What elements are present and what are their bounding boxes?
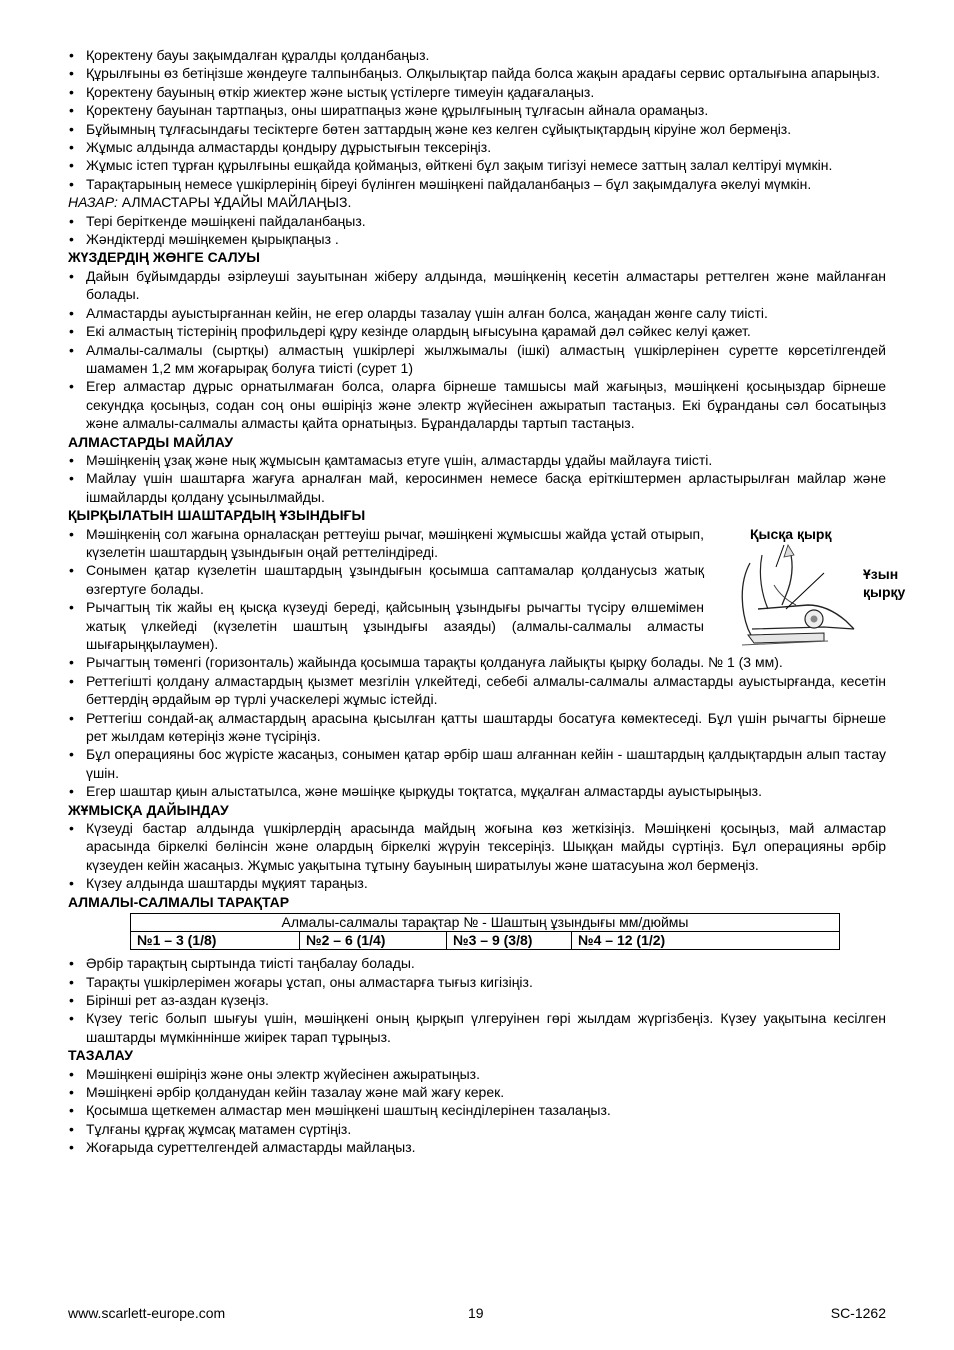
list-item: • Жұмыс алдында алмастарды қондыру дұрыстығын тексеріңіз.: [68, 138, 886, 156]
list-item: • Рычагтың тік жайы ең қысқа күзеуді береді, қайсының ұзындығы рычагты түсіру өлшемімен жатық үлкейеді (күзелетін шаштың ұзындығы азаяды) (алмалы-салмалы алмасты шығарыңқылаумен).: [68, 598, 704, 653]
list-item: • Екі алмастың тістерінің профильдері құру кезінде олардың ығысуына қарамай дәл сәйкес келуі қажет.: [68, 322, 886, 340]
section-heading-combs: АЛМАЛЫ-САЛМАЛЫ ТАРАҚТАР: [68, 893, 290, 910]
list-item: • Мәшіңкенің ұзақ және нық жұмысын қамтамасыз етуге үшін, алмастарды ұдайы майлауға тиісті.: [68, 451, 886, 469]
adjust-bullet-list: [68, 267, 886, 433]
list-item: • Тарақтарының немесе үшкірлерінің біреуі бүлінген мәшіңкені пайдаланбаңыз – бұл зақымдалуға әкелуі мүмкін.: [68, 175, 886, 193]
page-number: 19: [468, 1305, 484, 1321]
list-item: • Бұйымның тұлғасындағы тесіктерге бөтен заттардың және кез келген сұйықтықтардың кіруіне жол бермеңіз.: [68, 120, 886, 138]
list-item: • Рычагтың төменгі (горизонталь) жайында қосымша тарақты қолдануға лайықты қырқу болады. № 1 (3 мм).: [68, 653, 886, 671]
table-row: [131, 932, 840, 950]
comb-length-table: [130, 913, 840, 950]
list-item: • Реттегішті қолдану алмастардың қызмет мезгілін үлкейтеді, себебі алмалы-салмалы алмастарды ауыстырғанда, кесетін беттердің әрдайым әр түрлі учаскелері жұмыс істейді.: [68, 672, 886, 709]
figure-label-long-2: қырқу: [863, 583, 906, 600]
list-item: • Мәшіңкені өшіріңіз және оны электр жүйесінен ажыратыңыз.: [68, 1065, 886, 1083]
list-item: • Қоректену бауы зақымдалған құралды қолданбаңыз.: [68, 46, 886, 64]
figure-label-long-1: Ұзын: [863, 565, 899, 582]
list-item: • Күзеу тегіс болып шығуы үшін, мәшіңкені оның қырқып үлгеруінен гөрі жылдам жүргізбеңіз. Күзеу уақытына кесілген шаштарды мүмкіннінше жиірек тарап тұрыңыз.: [68, 1009, 886, 1046]
table-cell: №2 – 6 (1/4): [300, 932, 447, 950]
table-cell: №3 – 9 (3/8): [447, 932, 572, 950]
list-item: • Әрбір тарақтың сыртында тиісті таңбалау болады.: [68, 954, 886, 972]
list-item: • Егер шаштар қиын алыстатылса, және мәшіңке қырқуды тоқтатса, мұқалған алмастарды ауыстырыңыз.: [68, 782, 886, 800]
document-page: [68, 46, 906, 1157]
prep-bullet-list: [68, 819, 886, 893]
list-item: • Күзеуді бастар алдында үшкірлердің арасында майдың жоғына көз жеткізіңіз. Мәшіңкені қосыңыз, май алмастар арасында біркелкі бөлінсін және олардың біркелкі жүруін тексеріңіз. Шыққан майды сүртіңіз. Бұл операцияны әрбір күзеуден кейін жасаңыз. Жұмыс уақытына тұтыну бауының ширатылуы және шатасуына жол бермеңіз.: [68, 819, 886, 874]
section-heading-length: ҚЫРҚЫЛАТЫН ШАШТАРДЫҢ ҰЗЫНДЫҒЫ: [68, 507, 366, 524]
length-figure: [728, 525, 906, 665]
list-item: • Қоректену бауынан тартпаңыз, оны ширатпаңыз және құрылғының тұлғасын айнала орамаңыз.: [68, 101, 886, 119]
list-item: • Майлау үшін шаштарға жағуға арналған май, керосинмен немесе басқа еріткіштермен арластырылған майлар және ішмайларды қолдану ұсынылмайды.: [68, 469, 886, 506]
length-bullet-list: [68, 653, 886, 800]
warning-label: НАЗАР:: [68, 194, 118, 211]
footer-website: www.scarlett-europe.com: [68, 1305, 226, 1321]
list-item: • Алмастарды ауыстырғаннан кейін, не егер оларды тазалау үшін алған болса, жаңадан жөнге салу тиісті.: [68, 304, 886, 322]
list-item: • Мәшіңкенің сол жағына орналасқан реттеуіш рычаг, мәшіңкені жұмысшы жайда ұстай отырып, күзелетін шаштардың ұзындығын оңай реттеліндіреді.: [68, 525, 704, 562]
combs-bullet-list: [68, 954, 886, 1046]
list-item: • Сонымен қатар күзелетін шаштардың ұзындығын қосымша саптамалар қолданусыз жатық өзгертуге болады.: [68, 561, 704, 598]
list-item: • Құрылғыны өз бетіңізше жөндеуге талпынбаңыз. Олқылықтар пайда болса жақын арадағы сервис орталығына апарыңыз.: [68, 64, 886, 82]
note-bullet-list: [68, 212, 886, 249]
length-wrap-section: [68, 525, 906, 654]
section-heading-clean: ТАЗАЛАУ: [68, 1047, 133, 1064]
list-item: • Күзеу алдында шаштарды мұқият тараңыз.: [68, 874, 886, 892]
list-item: • Бірінші рет аз-аздан күзеңіз.: [68, 991, 886, 1009]
list-item: • Бұл операцияны бос жүрісте жасаңыз, сонымен қатар әрбір шаш алғаннан кейін - шаштардың қалдықтардын алып тастау үшін.: [68, 745, 886, 782]
list-item: • Тұлғаны құрғақ жұмсақ матамен сүртіңіз.: [68, 1120, 886, 1138]
section-heading-lube: АЛМАСТАРДЫ МАЙЛАУ: [68, 433, 234, 450]
length-wrap-bullet-list: [68, 525, 704, 654]
table-cell: №4 – 12 (1/2): [572, 932, 840, 950]
list-item: • Жоғарыда суреттелгендей алмастарды майлаңыз.: [68, 1138, 886, 1156]
lube-bullet-list: [68, 451, 886, 506]
list-item: • Қоректену бауының өткір жиектер және ыстық үстілерге тимеуін қадағалаңыз.: [68, 83, 886, 101]
list-item: • Жұмыс істеп тұрған құрылғыны ешқайда қоймаңыз, өйткені бұл зақым тигізуі немесе заттың залал келтіруі мүмкін.: [68, 156, 886, 174]
list-item: • Жәндіктерді мәшіңкемен қырықпаңыз .: [68, 230, 886, 248]
list-item: • Реттегіш сондай-ақ алмастардың арасына қысылған қатты шаштарды босатуға көмектеседі. Бұл үшін рычагты бірнеше рет жылдам көтеріңіз және түсіріңіз.: [68, 709, 886, 746]
clipper-lever-drawing: [728, 525, 906, 665]
figure-label-short: Қысқа қырқ: [750, 525, 832, 542]
section-heading-prep: ЖҰМЫСҚА ДАЙЫНДАУ: [68, 801, 229, 818]
list-item: • Тері беріткенде мәшіңкені пайдаланбаңыз.: [68, 212, 886, 230]
list-item: • Қосымша щеткемен алмастар мен мәшіңкені шаштың кесінділерінен тазалаңыз.: [68, 1101, 886, 1119]
table-cell: №1 – 3 (1/8): [131, 932, 300, 950]
warning-text: АЛМАСТАРЫ ҰДАЙЫ МАЙЛАҢЫЗ.: [117, 194, 352, 211]
list-item: • Егер алмастар дұрыс орнатылмаған болса, оларға бірнеше тамшысы май жағыңыз, мәшіңкені қосыңыздар бірнеше секундқа қосыңыз, содан соң оны өшіріңіз және электр жүйесінен ажыратып тастаңыз. Екі бұранданы сәл босатыңыз және алмалы-салмалы алмасты қайта орнатыңыз. Бұрандаларды тартып тастаңыз.: [68, 377, 886, 432]
model-number: SC-1262: [830, 1305, 886, 1321]
warning-note: [68, 193, 886, 211]
list-item: • Мәшіңкені әрбір қолданудан кейін тазалау және май жағу керек.: [68, 1083, 886, 1101]
page-footer: [68, 1304, 886, 1324]
section-heading-adjust: ЖҮЗДЕРДІҢ ЖӨНГЕ САЛУЫ: [68, 249, 260, 266]
intro-bullet-list: [68, 46, 886, 193]
list-item: • Дайын бұйымдарды әзірлеуші зауытынан жіберу алдында, мәшіңкенің кесетін алмастары реттелген және майланған болады.: [68, 267, 886, 304]
table-header: Алмалы-салмалы тарақтар № - Шаштың ұзындығы мм/дюймы: [131, 914, 840, 932]
list-item: • Тарақты үшкірлерімен жоғары ұстап, оны алмастарға тығыз кигізіңіз.: [68, 973, 886, 991]
list-item: • Алмалы-салмалы (сыртқы) алмастың үшкірлері жылжымалы (ішкі) алмастың үшкірлерінен суретте көрсетілгендей шамамен 1,2 мм жоғарырақ болуға тиісті (сурет 1): [68, 341, 886, 378]
clean-bullet-list: [68, 1065, 886, 1157]
